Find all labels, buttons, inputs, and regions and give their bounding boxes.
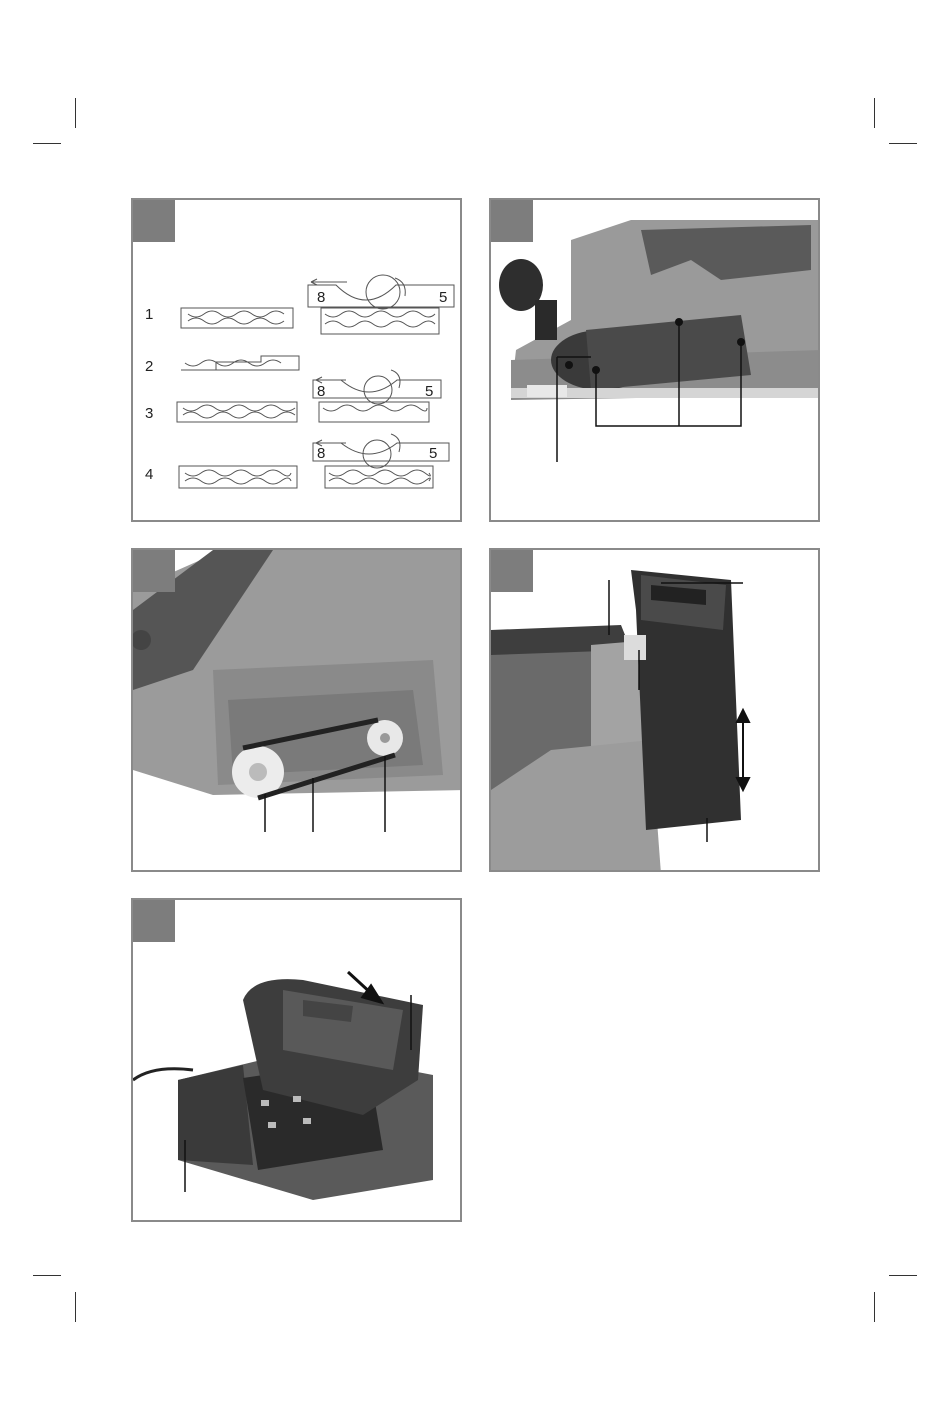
planer-side-photo xyxy=(491,200,820,522)
figure-panel-belt-drive xyxy=(131,548,462,872)
depth-label: 5 xyxy=(439,289,448,306)
row-label: 1 xyxy=(145,306,154,323)
crop-mark xyxy=(889,143,917,144)
depth-label: 8 xyxy=(317,383,326,400)
depth-label: 5 xyxy=(429,445,438,462)
figure-panel-planing-diagram xyxy=(131,198,462,522)
row-label: 4 xyxy=(145,466,154,483)
crop-mark xyxy=(33,143,61,144)
crop-mark xyxy=(874,98,875,128)
figure-number-tag xyxy=(491,200,533,242)
depth-label: 8 xyxy=(317,445,326,462)
figure-number-tag xyxy=(133,900,175,942)
crop-mark xyxy=(75,1292,76,1322)
figure-panel-battery-insert xyxy=(489,548,820,872)
figure-panel-planer-side xyxy=(489,198,820,522)
row-label: 2 xyxy=(145,358,154,375)
crop-mark xyxy=(874,1292,875,1322)
figure-panel-charger xyxy=(131,898,462,1222)
belt-drive-photo xyxy=(133,550,462,872)
battery-insert-photo xyxy=(491,550,820,872)
planing-diagram-drawing xyxy=(133,200,462,522)
row-label: 3 xyxy=(145,405,154,422)
crop-mark xyxy=(33,1275,61,1276)
crop-mark xyxy=(889,1275,917,1276)
depth-label: 5 xyxy=(425,383,434,400)
figure-number-tag xyxy=(491,550,533,592)
figure-number-tag xyxy=(133,550,175,592)
depth-label: 8 xyxy=(317,289,326,306)
crop-mark xyxy=(75,98,76,128)
charger-photo xyxy=(133,900,462,1222)
